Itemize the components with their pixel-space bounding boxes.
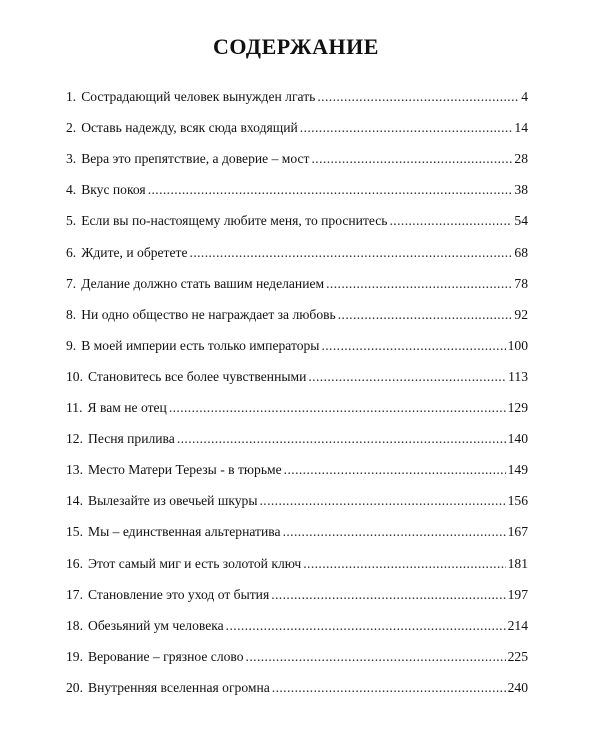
- toc-entry-title: Ждите, и обретете: [81, 244, 188, 260]
- toc-entry-page: 214: [507, 617, 528, 633]
- toc-entry-title: Обезьяний ум человека: [88, 617, 224, 633]
- toc-entry: [66, 416, 528, 447]
- toc-entry: [66, 447, 528, 478]
- toc-entry: [66, 167, 528, 198]
- toc-entry-title: Становление это уход от бытия: [88, 586, 270, 602]
- toc-entry-page: 156: [507, 493, 528, 509]
- toc-entry-title: Вкус покоя: [81, 182, 146, 198]
- toc-dot-leader: [300, 120, 513, 136]
- toc-dot-leader: [338, 307, 513, 323]
- toc-dot-leader: [259, 493, 505, 509]
- toc-entry-page: 4: [521, 89, 528, 105]
- toc-entry: [66, 292, 528, 323]
- toc-entry: [66, 323, 528, 354]
- toc-entry: [66, 261, 528, 292]
- toc-entry-number: 10.: [66, 368, 83, 384]
- toc-entry-title: Ни одно общество не награждает за любовь: [81, 306, 336, 322]
- toc-entry-title: Если вы по-настоящему любите меня, то проснитесь: [81, 213, 388, 229]
- toc-entry-title: Внутренняя вселенная огромна: [88, 679, 270, 695]
- toc-entry-number: 11.: [66, 400, 83, 416]
- toc-entry-page: 167: [507, 524, 528, 540]
- toc-entry-number: 14.: [66, 493, 83, 509]
- toc-entry-title: Мы – единственная альтернатива: [88, 524, 281, 540]
- toc-entry-page: 92: [514, 306, 528, 322]
- toc-entry-number: 2.: [66, 120, 77, 136]
- toc-entry: [66, 385, 528, 416]
- toc-entry: [66, 74, 528, 105]
- toc-entry-page: 78: [514, 275, 528, 291]
- toc-entry-title: Этот самый миг и есть золотой ключ: [88, 555, 302, 571]
- toc-entry-title: Я вам не отец: [87, 400, 167, 416]
- toc-entry-page: 149: [507, 462, 528, 478]
- toc-entry: [66, 136, 528, 167]
- toc-dot-leader: [312, 151, 513, 167]
- toc-entry-number: 17.: [66, 586, 83, 602]
- toc-entry-page: 129: [507, 400, 528, 416]
- toc-entry-page: 197: [507, 586, 528, 602]
- toc-entry-page: 140: [507, 431, 528, 447]
- toc-entry-title: Делание должно стать вашим неделанием: [81, 275, 325, 291]
- table-of-contents: [66, 74, 528, 696]
- toc-dot-leader: [390, 213, 513, 229]
- toc-entry: [66, 229, 528, 260]
- toc-entry-title: Песня прилива: [88, 431, 175, 447]
- toc-entry: [66, 509, 528, 540]
- toc-entry-page: 225: [507, 648, 528, 664]
- toc-entry-page: 100: [507, 337, 528, 353]
- page-title: СОДЕРЖАНИЕ: [213, 34, 379, 59]
- toc-dot-leader: [272, 680, 506, 696]
- toc-entry-page: 181: [507, 555, 528, 571]
- toc-entry-number: 12.: [66, 431, 83, 447]
- toc-entry-page: 28: [514, 151, 528, 167]
- toc-dot-leader: [190, 245, 513, 261]
- toc-dot-leader: [271, 587, 505, 603]
- toc-entry-title: Место Матери Терезы - в тюрьме: [88, 462, 282, 478]
- toc-entry-title: Верование – грязное слово: [88, 648, 244, 664]
- toc-entry-number: 4.: [66, 182, 77, 198]
- toc-entry: [66, 603, 528, 634]
- toc-dot-leader: [317, 89, 519, 105]
- toc-entry: [66, 540, 528, 571]
- toc-dot-leader: [226, 618, 506, 634]
- toc-entry-title: Вылезайте из овечьей шкуры: [88, 493, 258, 509]
- toc-entry-number: 6.: [66, 244, 77, 260]
- toc-entry: [66, 634, 528, 665]
- toc-entry-number: 16.: [66, 555, 83, 571]
- toc-entry-page: 14: [514, 120, 528, 136]
- toc-entry: [66, 198, 528, 229]
- toc-entry-number: 7.: [66, 275, 77, 291]
- toc-entry-number: 20.: [66, 679, 83, 695]
- toc-entry-title: Вера это препятствие, а доверие – мост: [81, 151, 310, 167]
- toc-entry-title: Оставь надежду, всяк сюда входящий: [81, 120, 298, 136]
- toc-entry-page: 113: [508, 368, 528, 384]
- toc-entry-number: 5.: [66, 213, 77, 229]
- toc-entry-page: 68: [514, 244, 528, 260]
- toc-entry-title: Сострадающий человек вынужден лгать: [81, 89, 316, 105]
- toc-entry-number: 15.: [66, 524, 83, 540]
- toc-entry-number: 9.: [66, 337, 77, 353]
- toc-entry: [66, 105, 528, 136]
- toc-dot-leader: [326, 276, 512, 292]
- toc-dot-leader: [246, 649, 506, 665]
- toc-dot-leader: [169, 400, 506, 416]
- toc-entry-title: Становитесь все более чувственными: [88, 368, 307, 384]
- toc-entry: [66, 572, 528, 603]
- toc-entry-page: 240: [507, 679, 528, 695]
- toc-entry: [66, 478, 528, 509]
- toc-entry-title: В моей империи есть только императоры: [81, 337, 320, 353]
- toc-entry: [66, 354, 528, 385]
- toc-entry-number: 13.: [66, 462, 83, 478]
- toc-dot-leader: [308, 369, 506, 385]
- toc-dot-leader: [148, 182, 513, 198]
- toc-dot-leader: [321, 338, 505, 354]
- toc-entry: [66, 665, 528, 696]
- toc-entry-number: 3.: [66, 151, 77, 167]
- toc-dot-leader: [303, 556, 505, 572]
- toc-dot-leader: [177, 431, 506, 447]
- toc-entry-number: 1.: [66, 89, 77, 105]
- toc-entry-number: 8.: [66, 306, 77, 322]
- toc-entry-page: 38: [514, 182, 528, 198]
- toc-entry-number: 19.: [66, 648, 83, 664]
- toc-entry-number: 18.: [66, 617, 83, 633]
- toc-dot-leader: [284, 462, 506, 478]
- toc-dot-leader: [283, 524, 506, 540]
- toc-entry-page: 54: [514, 213, 528, 229]
